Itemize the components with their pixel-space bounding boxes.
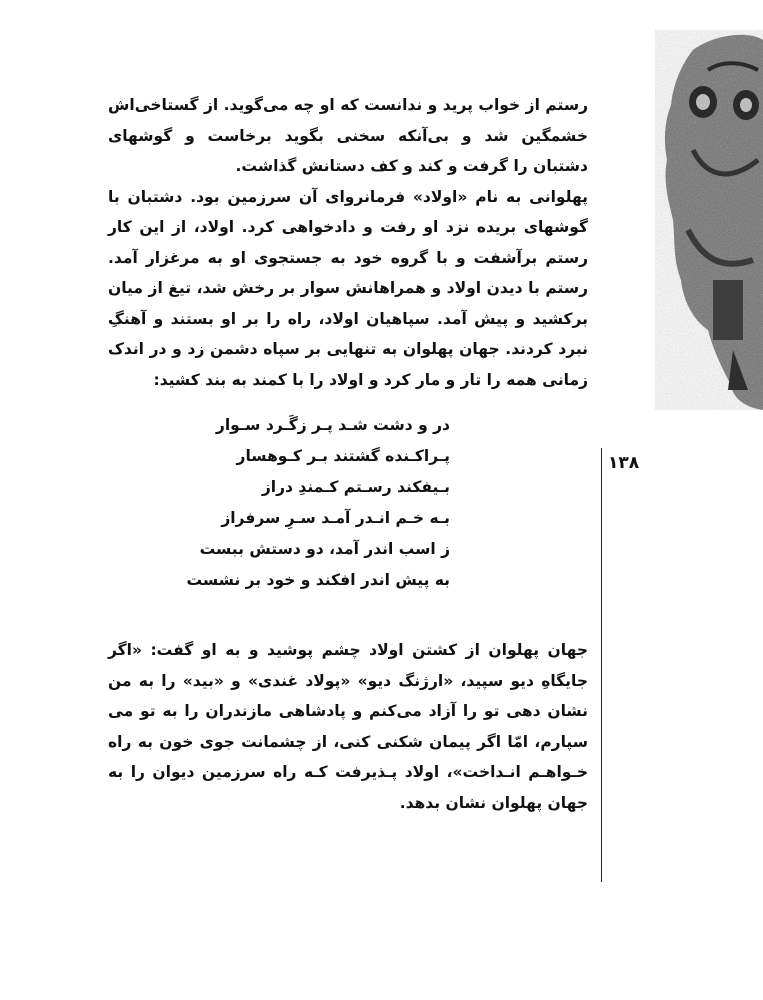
- verse-line: بـیفکند رسـتم کـمندِ دراز: [261, 478, 450, 496]
- margin-rule: [601, 448, 602, 882]
- intro-text: [108, 90, 588, 395]
- verse-line: ز اسب اندر آمد، دو دستش ببست: [199, 540, 450, 558]
- verse-line: به پیش اندر افکند و خود بر نشست: [186, 571, 450, 589]
- closing-text: [108, 635, 588, 818]
- page-number: ۱۳۸: [608, 453, 640, 473]
- verse-line: در و دشت شـد پـر زگَـرد سـوار: [215, 416, 450, 434]
- verse-line: پـراکـنده گشتند بـر کـوهسار: [236, 447, 450, 465]
- stone-relief-image: [653, 30, 763, 410]
- paragraph: جهان پهلوان از کشتن اولاد چشم پوشید و به او گفت: «اگر جایگاهِ دیو سپید، «ارژنگ دیو» «پولاد غندی» و «بید» را به من نشان دهی تو را آزاد می‌کنم و پادشاهی مازندران را به تو می سپارم، امّا اگر پیمان شکنی کنی، از چشمانت جوی خون به راه خـواهـم انـداخت»، اولاد پـذیرفت کـه راه سرزمین دیوان را به جهان پهلوان نشان بدهد.: [108, 641, 588, 812]
- verse-line: بـه خـم انـدر آمـد سـرِ سرفراز: [221, 509, 450, 527]
- poem-verse: [186, 410, 450, 596]
- paragraph: رستم از خواب پرید و ندانست که او چه می‌گوید. از گستاخی‌اش خشمگین شد و بی‌آنکه سخنی بگوید برخاست و گوشهای دشتبان را گرفت و کند و کف دستانش گذاشت.: [108, 96, 588, 175]
- paragraph: پهلوانی به نام «اولاد» فرمانروای آن سرزمین بود. دشتبان با گوشهای بریده نزد او رفت و دادخواهی کرد. اولاد، از این کار رستم برآشفت و با گروه خود به جستجوی او به مرغزار آمد. رستم با دیدن اولاد و همراهانش سوار بر رخش شد، تیغ از میان برکشید و پیش آمد. سپاهیان اولاد، راه را بر او بستند و آهنگِ نبرد کردند. جهان پهلوان به تنهایی بر سپاه دشمن زد و در اندک زمانی همه را تار و مار کرد و اولاد را با کمند به بند کشید:: [108, 187, 588, 389]
